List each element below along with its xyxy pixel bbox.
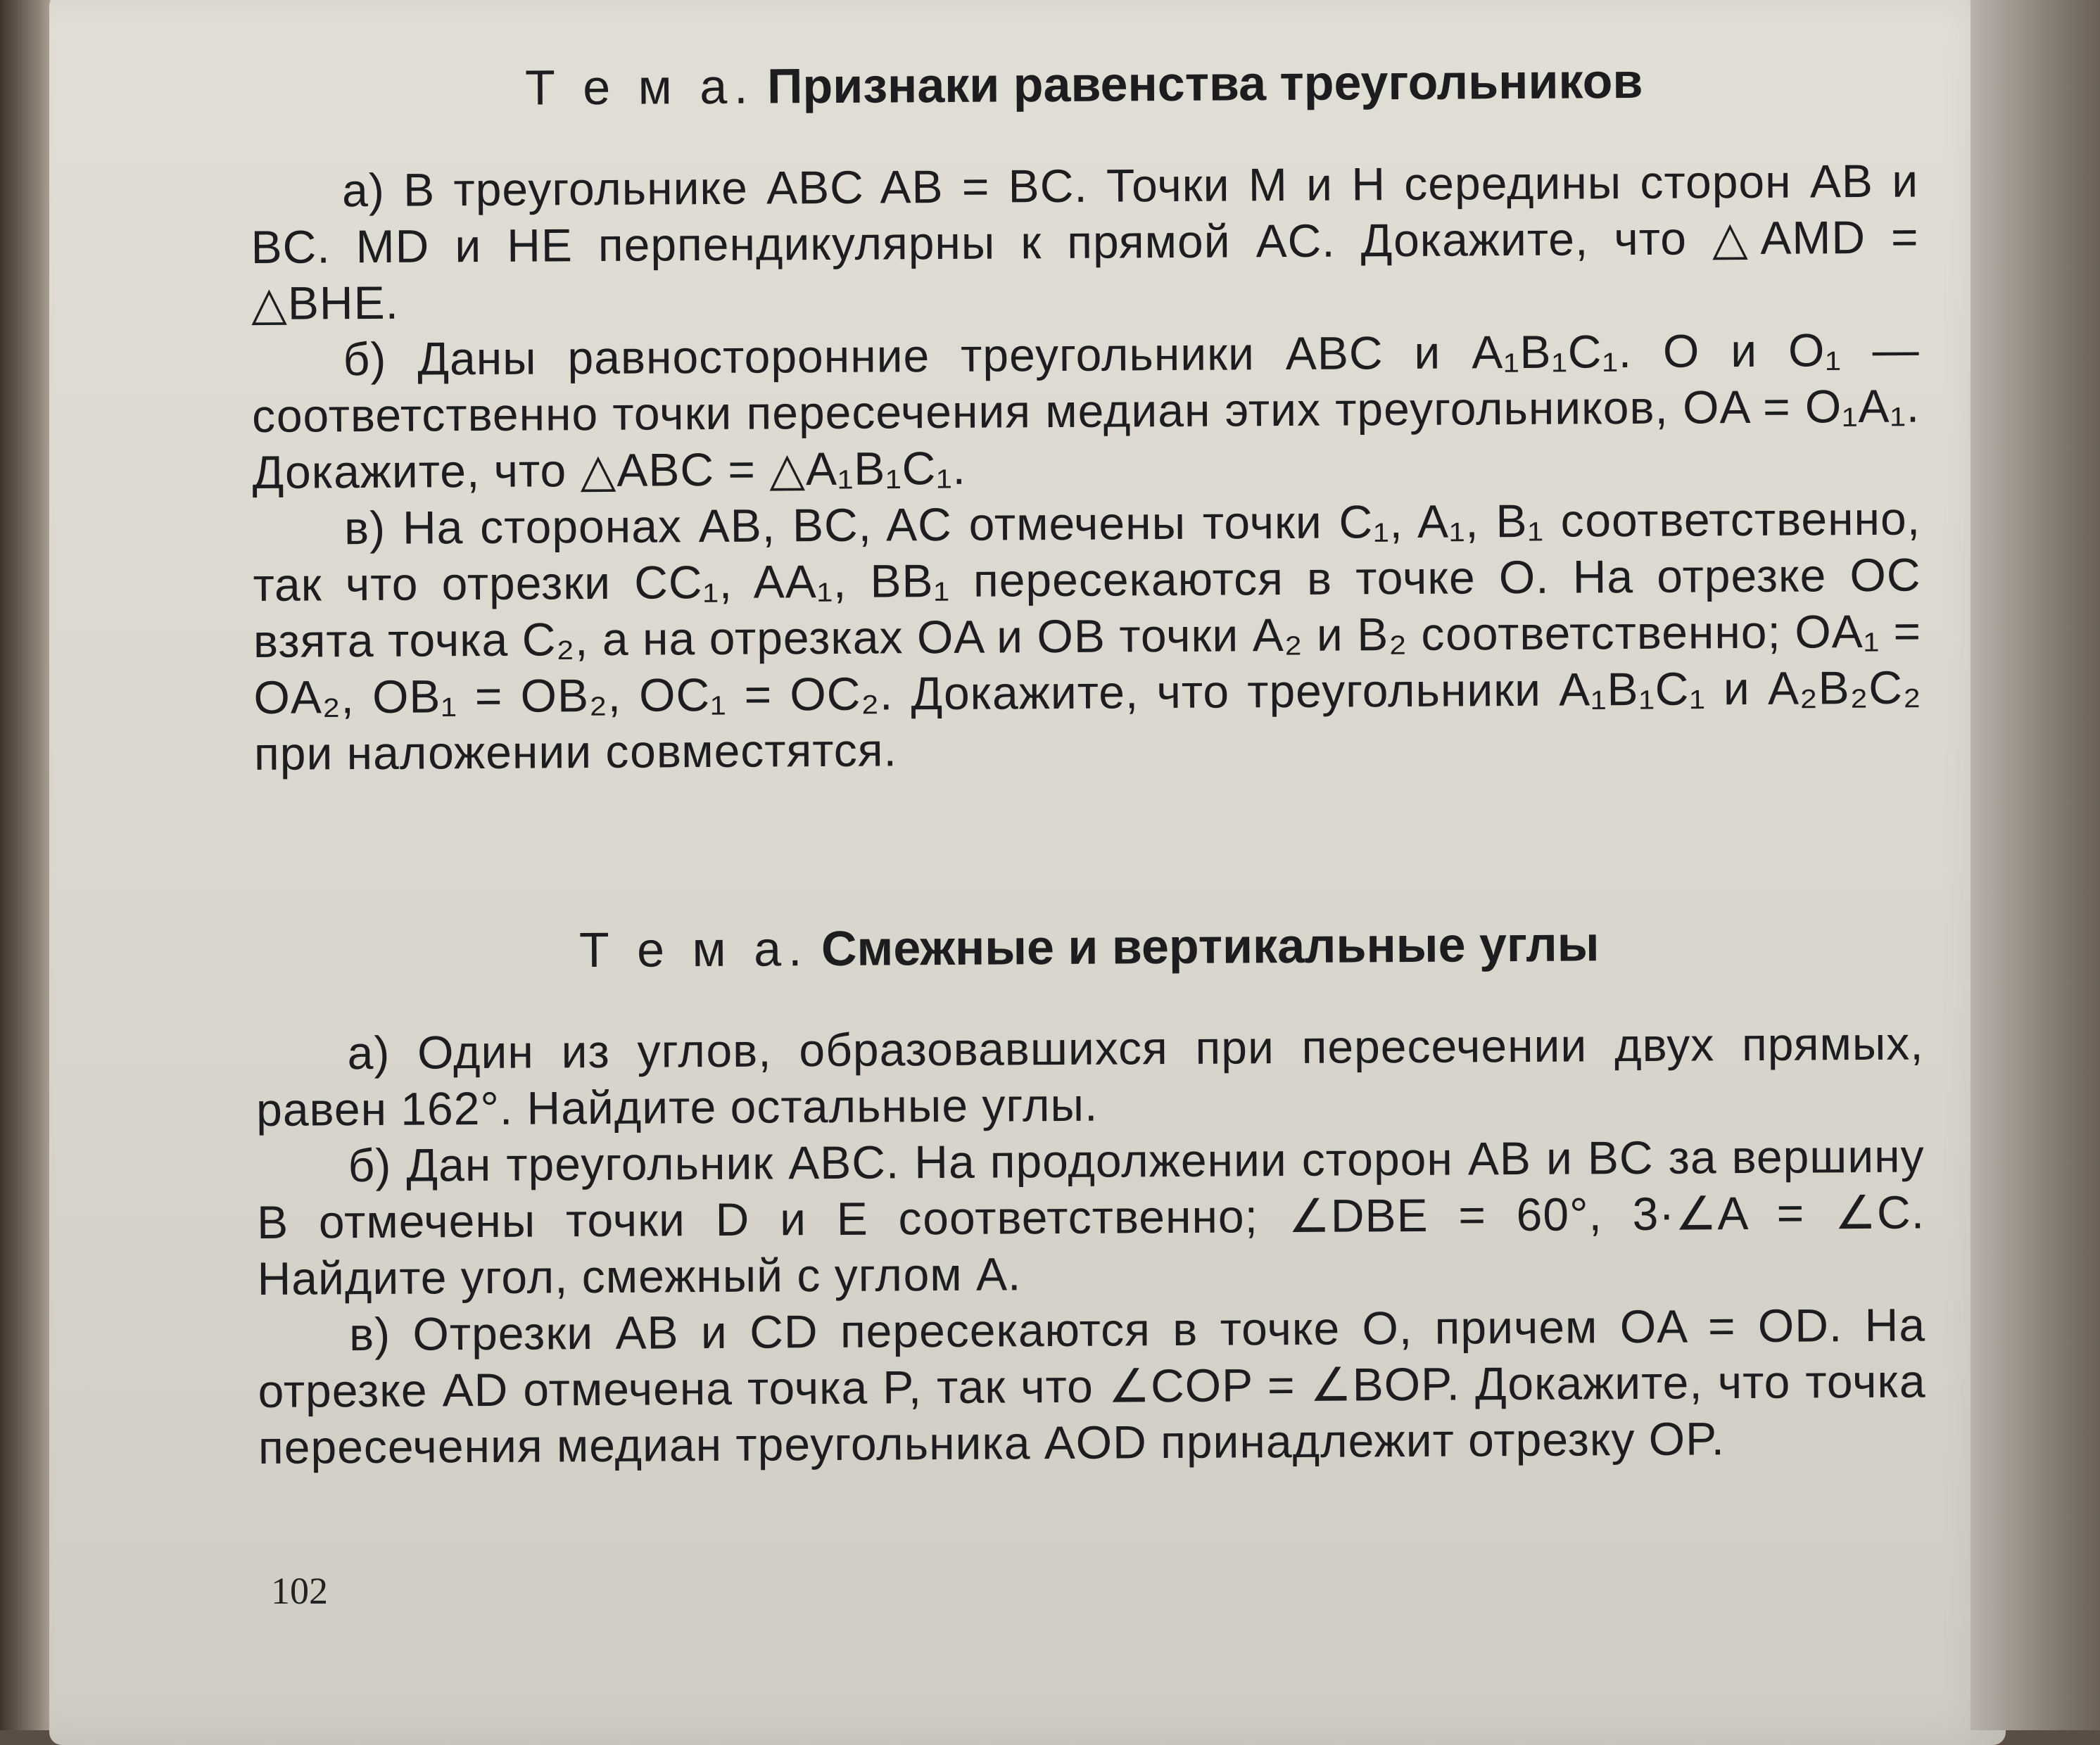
problem-2a: а) Один из углов, образовавшихся при пересечении двух прямых, равен 162°. Найдите остальные углы. xyxy=(255,1017,1924,1136)
topic-label: Т е м а. xyxy=(578,921,809,978)
page-number: 102 xyxy=(271,1570,328,1612)
book-gutter xyxy=(1971,0,2100,1730)
topic-title: Признаки равенства треугольников xyxy=(766,53,1643,114)
problem-1a: а) В треугольнике ABC AB = BC. Точки M и H середины сторон AB и BC. MD и HE перпендикулярны к прямой AC. Докажите, что △AMD = △BHE. xyxy=(251,154,1919,329)
topic-heading-1 xyxy=(250,50,1918,120)
topic-title: Смежные и вертикальные углы xyxy=(821,916,1600,977)
problem-1c: в) На сторонах AB, BC, AC отмечены точки C₁, A₁, B₁ соответственно, так что отрезки CC₁, AA₁, BB₁ пересекаются в точке O. На отрезке OC взята точка C₂, а на отрезках OA и OB точки A₂ и B₂ соответственно; OA₁ = OA₂, OB₁ = OB₂, OC₁ = OC₂. Докажите, что треугольники A₁B₁C₁ и A₂B₂C₂ при наложении совместятся. xyxy=(253,492,1922,780)
problem-1b: б) Даны равносторонние треугольники ABC и A₁B₁C₁. O и O₁ — соответственно точки пересечения медиан этих треугольников, OA = O₁A₁. Докажите, что △ABC = △A₁B₁C₁. xyxy=(251,323,1921,498)
problem-2b: б) Дан треугольник ABC. На продолжении сторон AB и BC за вершину B отмечены точки D и E соответственно; ∠DBE = 60°, 3·∠A = ∠C. Найдите угол, смежный с углом A. xyxy=(256,1129,1925,1305)
text-column xyxy=(250,50,1926,1476)
topic-label: Т е м а. xyxy=(524,58,755,115)
problem-2c: в) Отрезки AB и CD пересекаются в точке O, причем OA = OD. На отрезке AD отмечена точка P, так что ∠COP = ∠BOP. Докажите, что точка пересечения медиан треугольника AOD принадлежит отрезку OP. xyxy=(258,1298,1926,1473)
topic-heading-2 xyxy=(255,912,1923,982)
